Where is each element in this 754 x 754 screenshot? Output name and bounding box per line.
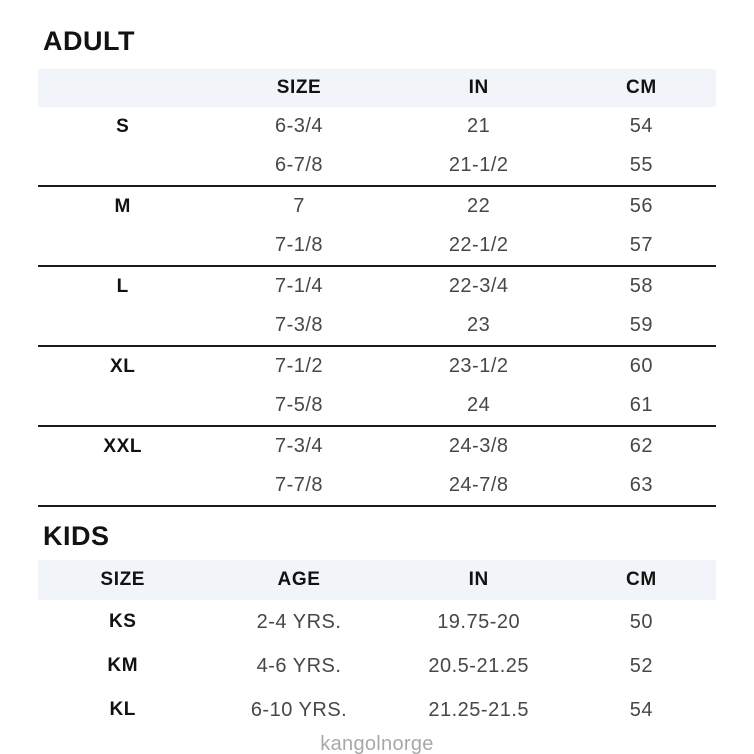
size-label: M	[114, 195, 131, 217]
cm-value: 55	[629, 154, 654, 176]
table-row	[38, 306, 716, 345]
cm-value: 54	[629, 115, 654, 137]
inches-value: 22	[467, 195, 491, 217]
size-label: L	[116, 275, 129, 297]
inches-value: 21-1/2	[448, 154, 509, 176]
kids-header-cm: CM	[626, 569, 657, 590]
hat-size-value: 6-7/8	[274, 154, 324, 176]
cm-value: 57	[629, 234, 654, 256]
age-value: 4-6 YRS.	[256, 654, 342, 677]
hat-size-value: 7-1/2	[274, 355, 324, 377]
cm-value: 61	[629, 394, 654, 416]
inches-value: 22-3/4	[448, 275, 509, 297]
adult-header-size: SIZE	[276, 77, 322, 98]
adult-table-header	[38, 69, 716, 107]
cm-value: 52	[629, 654, 654, 677]
size-label: KS	[108, 611, 137, 632]
cm-value: 59	[629, 314, 654, 336]
size-label: XXL	[103, 435, 143, 457]
hat-size-value: 7-7/8	[274, 474, 324, 496]
inches-value: 24	[467, 394, 491, 416]
adult-section-title: ADULT	[43, 26, 135, 56]
inches-value: 24-3/8	[448, 435, 509, 457]
kids-header-in: IN	[468, 569, 489, 590]
adult-size-group-xl	[38, 347, 716, 427]
hat-size-value: 6-3/4	[274, 115, 324, 137]
age-value: 2-4 YRS.	[256, 610, 342, 633]
hat-size-value: 7	[293, 195, 305, 217]
kids-section-title: KIDS	[43, 521, 110, 551]
size-label: XL	[110, 355, 136, 377]
table-row	[38, 347, 716, 386]
cm-value: 58	[629, 275, 654, 297]
inches-value: 21	[467, 115, 491, 137]
table-row	[38, 600, 716, 644]
footer-brand: kangolnorge	[320, 733, 434, 754]
hat-size-value: 7-1/4	[274, 275, 324, 297]
table-row	[38, 226, 716, 265]
adult-size-group-xxl	[38, 427, 716, 507]
table-row	[38, 146, 716, 185]
table-row	[38, 267, 716, 306]
inches-value: 21.25-21.5	[428, 698, 529, 721]
inches-value: 24-7/8	[448, 474, 509, 496]
kids-header-age: AGE	[277, 569, 321, 590]
size-label: KL	[109, 699, 137, 720]
size-label: KM	[107, 655, 139, 676]
cm-value: 56	[629, 195, 654, 217]
hat-size-value: 7-5/8	[274, 394, 324, 416]
inches-value: 19.75-20	[437, 610, 521, 633]
cm-value: 50	[629, 610, 654, 633]
hat-size-value: 7-1/8	[274, 234, 324, 256]
kids-size-table	[38, 560, 716, 732]
hat-size-value: 7-3/8	[274, 314, 324, 336]
size-label: S	[116, 115, 130, 137]
inches-value: 22-1/2	[448, 234, 509, 256]
cm-value: 62	[629, 435, 654, 457]
adult-size-group-m	[38, 187, 716, 267]
adult-header-cm: CM	[626, 77, 657, 98]
hat-size-value: 7-3/4	[274, 435, 324, 457]
adult-size-group-l	[38, 267, 716, 347]
table-row	[38, 466, 716, 505]
inches-value: 23-1/2	[448, 355, 509, 377]
table-row	[38, 644, 716, 688]
inches-value: 23	[467, 314, 491, 336]
adult-header-in: IN	[468, 77, 489, 98]
table-row	[38, 427, 716, 466]
table-row	[38, 187, 716, 226]
adult-size-group-s	[38, 107, 716, 187]
inches-value: 20.5-21.25	[428, 654, 529, 677]
kids-table-header	[38, 560, 716, 600]
age-value: 6-10 YRS.	[250, 698, 348, 721]
table-row	[38, 386, 716, 425]
kids-header-size: SIZE	[100, 569, 146, 590]
adult-size-table	[38, 69, 716, 507]
cm-value: 60	[629, 355, 654, 377]
table-row	[38, 688, 716, 732]
cm-value: 54	[629, 698, 654, 721]
table-row	[38, 107, 716, 146]
cm-value: 63	[629, 474, 654, 496]
